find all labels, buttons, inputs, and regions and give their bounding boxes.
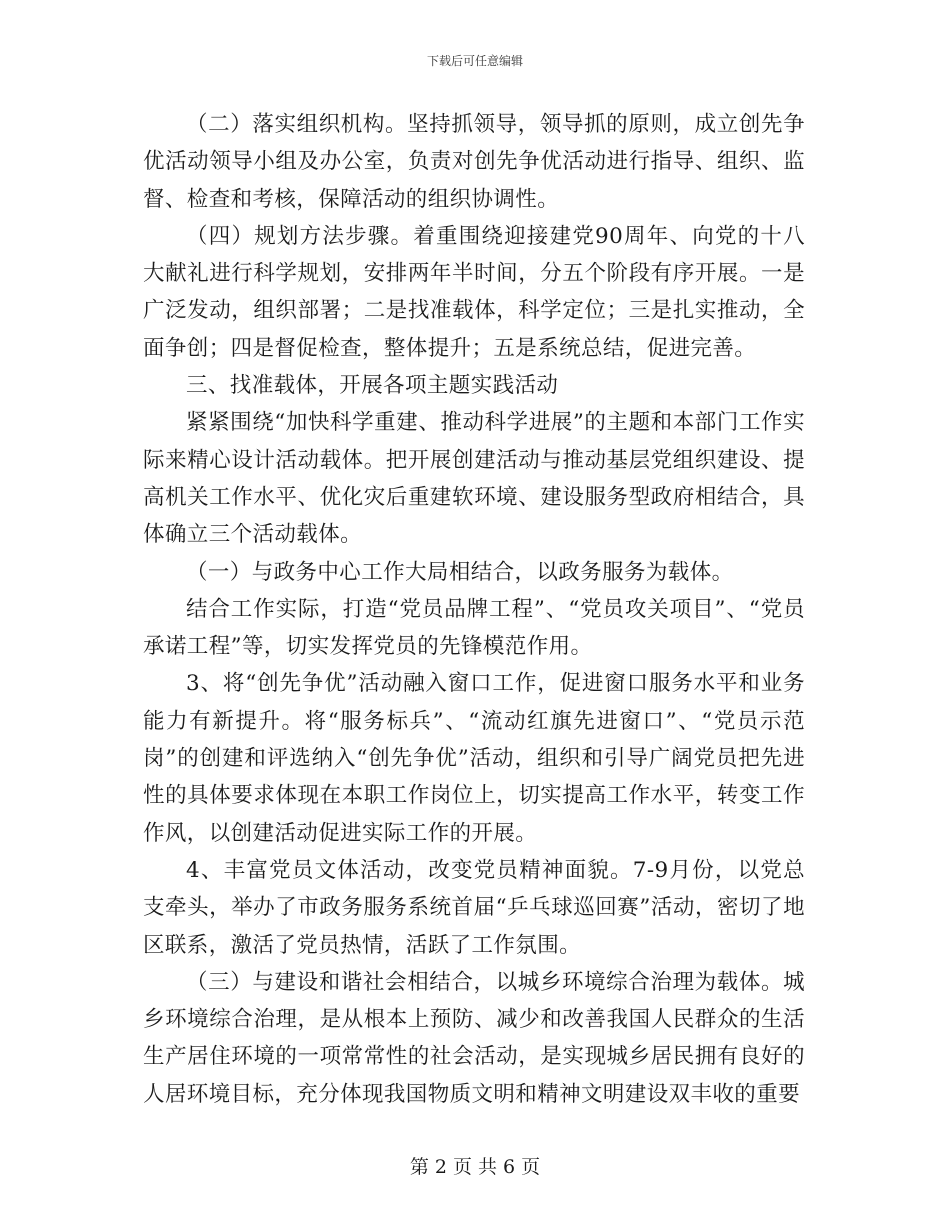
page-number-footer: 第 2 页 共 6 页 (409, 1156, 541, 1178)
document-body (143, 106, 805, 1113)
paragraph-carrier-three: （三）与建设和谐社会相结合，以城乡环境综合治理为载体。城乡环境综合治理，是从根本上预防、减少和改善我国人民群众的生活生产居住环境的一项常常性的社会活动，是实现城乡居民拥有良好的人居环境目标，充分体现我国物质文明和精神文明建设双丰收的重要 (143, 969, 805, 1107)
paragraph-carrier-one: （一）与政务中心工作大局相结合，以政务服务为载体。 (186, 559, 734, 585)
page-header-note: 下载后可任意编辑 (426, 54, 523, 68)
paragraph-item-four: 4、丰富党员文体活动，改变党员精神面貌。7-9月份，以党总支牵头，举办了市政务服务系统首届“乒乓球巡回赛”活动，密切了地区联系，激活了党员热情，活跃了工作氛围。 (143, 857, 805, 958)
paragraph-party-projects: 结合工作实际，打造“党员品牌工程”、“党员攻关项目”、“党员承诺工程”等，切实发挥党员的先锋模范作用。 (143, 596, 805, 660)
paragraph-planning-steps: （四）规划方法步骤。着重围绕迎接建党90周年、向党的十八大献礼进行科学规划，安排两年半时间，分五个阶段有序开展。一是广泛发动，组织部署；二是找准载体，科学定位；三是扎实推动，全面争创；四是督促检查，整体提升；五是系统总结，促进完善。 (143, 223, 805, 361)
section-heading-three: 三、找准载体，开展各项主题实践活动 (186, 373, 559, 399)
paragraph-organization: （二）落实组织机构。坚持抓领导，领导抓的原则，成立创先争优活动领导小组及办公室，负责对创先争优活动进行指导、组织、监督、检查和考核，保障活动的组织协调性。 (143, 112, 805, 212)
paragraph-item-three: 3、将“创先争优”活动融入窗口工作，促进窗口服务水平和业务能力有新提升。将“服务标兵”、“流动红旗先进窗口”、“党员示范岗”的创建和评选纳入“创先争优”活动，组织和引导广阔党员把先进性的具体要求体现在本职工作岗位上，切实提高工作水平，转变工作作风，以创建活动促进实际工作的开展。 (143, 671, 805, 846)
paragraph-activity-carriers: 紧紧围绕“加快科学重建、推动科学进展”的主题和本部门工作实际来精心设计活动载体。把开展创建活动与推动基层党组织建设、提高机关工作水平、优化灾后重建软环境、建设服务型政府相结合，具体确立三个活动载体。 (143, 410, 805, 548)
